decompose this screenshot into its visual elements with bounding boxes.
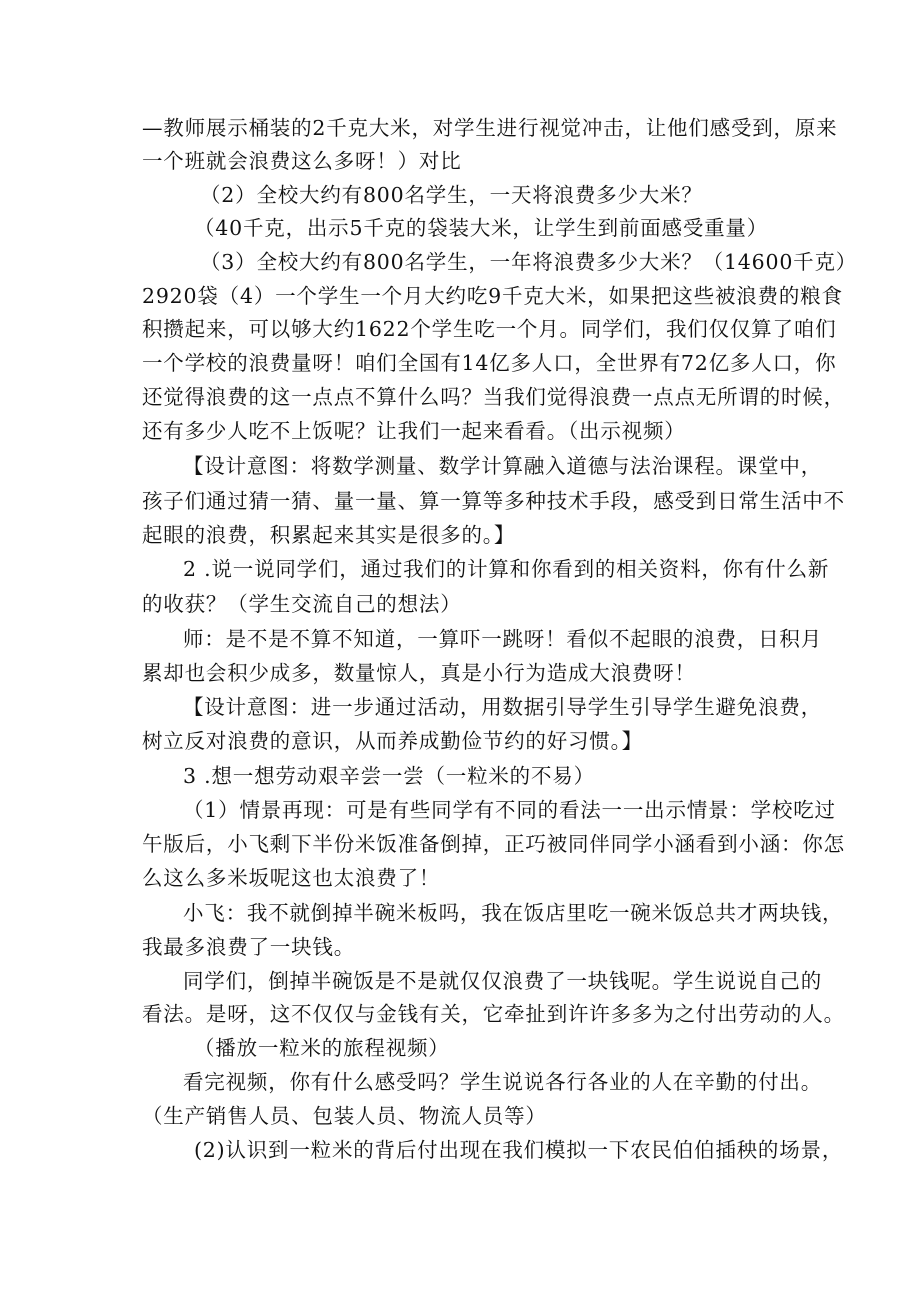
design-intent-line: 【设计意图：将数学测量、数学计算融入道德与法治课程。课堂中， [183, 454, 822, 478]
text-line: 还觉得浪费的这一点点不算什么吗？当我们觉得浪费一点点无所谓的时候， [142, 385, 845, 409]
text-line: 2920袋（4）一个学生一个月大约吃9千克大米，如果把这些被浪费的粮食 [142, 284, 843, 308]
text-line: —教师展示桶装的2千克大米，对学生进行视觉冲击，让他们感受到，原来 [142, 116, 838, 140]
text-line: 积攒起来，可以够大约1622个学生吃一个月。同学们，我们仅仅算了咱们 [142, 317, 837, 341]
text-line: 累却也会积少成多，数量惊人，真是小行为造成大浪费呀！ [142, 661, 696, 685]
text-line: 的收获？（学生交流自己的想法） [142, 592, 462, 616]
text-line: 午版后，小飞剩下半份米饭准备倒掉，正巧被同伴同学小涵看到小涵：你怎 [142, 832, 845, 856]
text-line: 树立反对浪费的意识，从而养成勤俭节约的好习惯。】 [142, 729, 643, 753]
text-line: 看完视频，你有什么感受吗？学生说说各行各业的人在辛勤的付出。 [183, 1070, 822, 1094]
design-intent-line: 【设计意图：进一步通过活动，用数据引导学生引导学生避免浪费， [183, 695, 822, 719]
text-line: 一个班就会浪费这么多呀！）对比 [142, 149, 462, 173]
text-line: 同学们，倒掉半碗饭是不是就仅仅浪费了一块钱呢。学生说说自己的 [183, 969, 822, 993]
text-line: 起眼的浪费，积累起来其实是很多的。】 [142, 523, 516, 547]
text-line: 孩子们通过猜一猜、量一量、算一算等多种技术手段，感受到日常生活中不 [142, 489, 845, 513]
text-line: （2）全校大约有800名学生，一天将浪费多少大米？ [200, 183, 703, 207]
text-line: 小飞：我不就倒掉半碗米板吗，我在饭店里吃一碗米饭总共才两块钱， [183, 901, 844, 925]
section-heading: 2 .说一说同学们，通过我们的计算和你看到的相关资料，你有什么新 [183, 557, 830, 581]
text-line: 么这么多米坂呢这也太浪费了！ [142, 866, 441, 890]
text-line: （40千克，出示5千克的袋装大米，让学生到前面感受重量） [194, 216, 769, 240]
text-line: 一个学校的浪费量呀！咱们全国有14亿多人口，全世界有72亿多人口，你 [142, 351, 837, 375]
text-line: （1）情景再现：可是有些同学有不同的看法一一出示情景：学校吃过 [183, 798, 836, 822]
text-line: （生产销售人员、包装人员、物流人员等） [142, 1104, 547, 1128]
section-heading: 3 .想一想劳动艰辛尝一尝（一粒米的不易） [183, 764, 595, 788]
text-line: （播放一粒米的旅程视频） [194, 1036, 450, 1060]
text-line: 还有多少人吃不上饭呢？让我们一起来看看。（出示视频） [142, 419, 686, 443]
text-line: 师：是不是不算不知道，一算吓一跳呀！看似不起眼的浪费，日积月 [183, 627, 822, 651]
text-line: 看法。是呀，这不仅仅与金钱有关，它牵扯到许许多多为之付出劳动的人。 [142, 1002, 845, 1026]
text-line: （3）全校大约有800名学生，一年将浪费多少大米？（14600千克） [200, 250, 858, 274]
text-line: 我最多浪费了一块钱。 [142, 935, 355, 959]
text-line: (2)认识到一粒米的背后付出现在我们模拟一下农民伯伯插秧的场景， [194, 1138, 844, 1162]
